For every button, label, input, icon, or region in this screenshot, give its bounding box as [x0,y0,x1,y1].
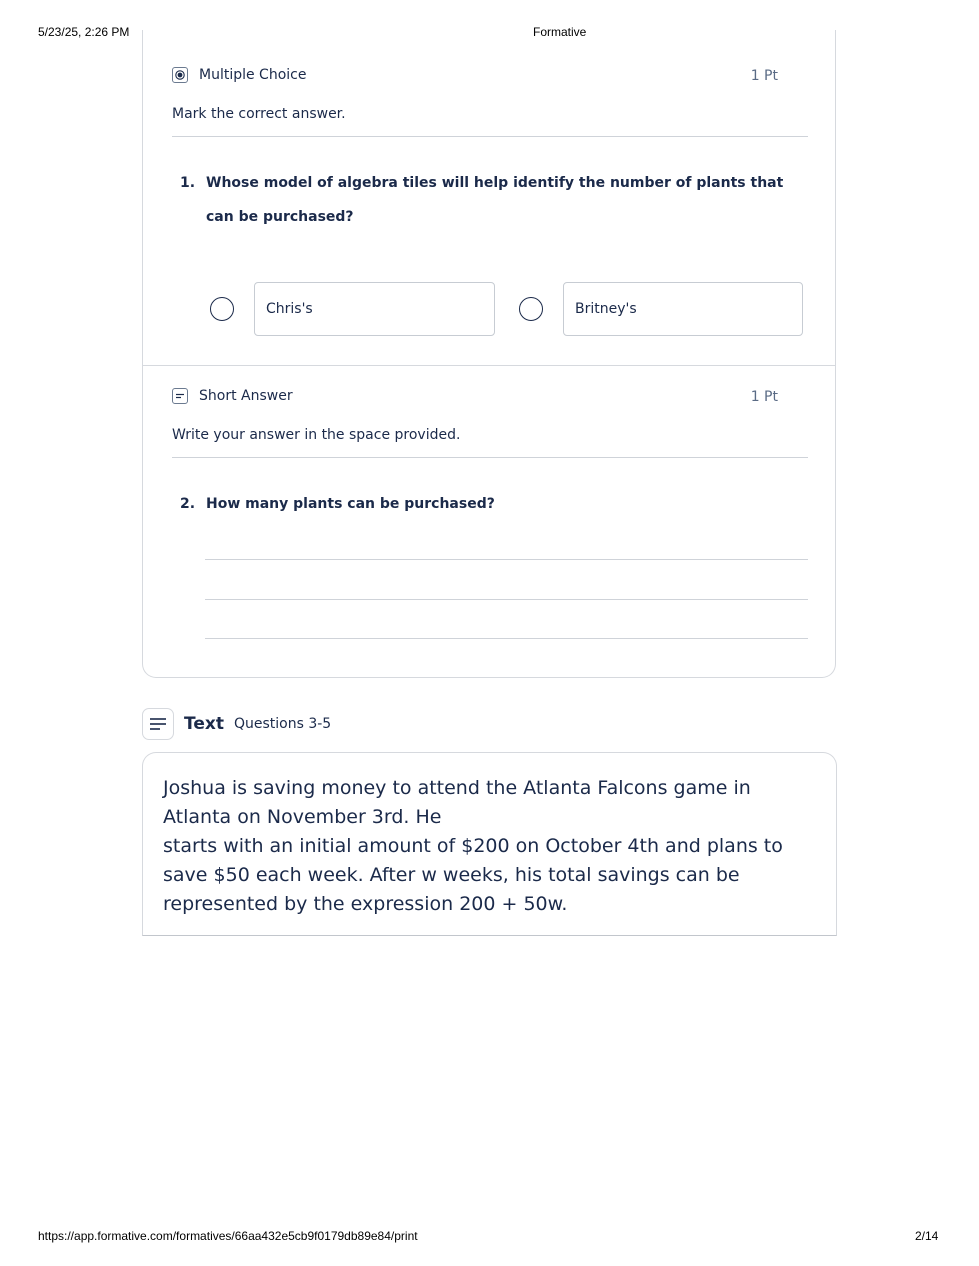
choice-radio-chris[interactable] [210,297,234,321]
question-type-label: Multiple Choice [199,67,307,83]
question-type-short-answer [172,388,293,404]
points-badge: 1 Pt [750,68,778,84]
print-datetime: 5/23/25, 2:26 PM [38,25,130,39]
text-lines-icon [142,708,174,740]
question-text: Whose model of algebra tiles will help identify the number of plants that can be purchased? [206,175,784,225]
instruction-divider [172,136,808,137]
answer-line[interactable] [205,599,808,600]
radio-dot-icon [172,67,188,83]
question-instruction: Write your answer in the space provided. [172,427,461,443]
text-block-title: Text [184,714,224,734]
text-block-header [142,708,331,740]
question-text: How many plants can be purchased? [206,496,495,512]
answer-line[interactable] [205,638,808,639]
passage-line-2: starts with an initial amount of $200 on October 4th and plans to save $50 each week. After w weeks, his total savings can be represented by the expression 200 + 50w. [163,835,783,915]
questions-card [142,30,836,678]
question-type-label: Short Answer [199,388,293,404]
text-block-subtitle: Questions 3-5 [233,716,332,732]
question-instruction: Mark the correct answer. [172,106,346,122]
points-badge: 1 Pt [750,389,778,405]
print-page-title: Formative [533,25,587,39]
question-type-multiple-choice [172,67,306,83]
passage-line-1: Joshua is saving money to attend the Atlanta Falcons game in Atlanta on November 3rd. He [163,777,751,828]
print-page-number: 2/14 [915,1229,939,1243]
question-divider [143,365,835,366]
print-url: https://app.formative.com/formatives/66aa432e5cb9f0179db89e84/print [38,1229,418,1243]
choice-option-britney[interactable]: Britney's [563,282,803,336]
question-number: 2. [180,496,196,512]
instruction-divider [172,457,808,458]
question-number: 1. [180,175,196,191]
passage-card [142,752,837,936]
answer-line[interactable] [205,559,808,560]
choice-radio-britney[interactable] [519,297,543,321]
choice-option-chris[interactable]: Chris's [254,282,495,336]
short-answer-icon [172,388,188,404]
